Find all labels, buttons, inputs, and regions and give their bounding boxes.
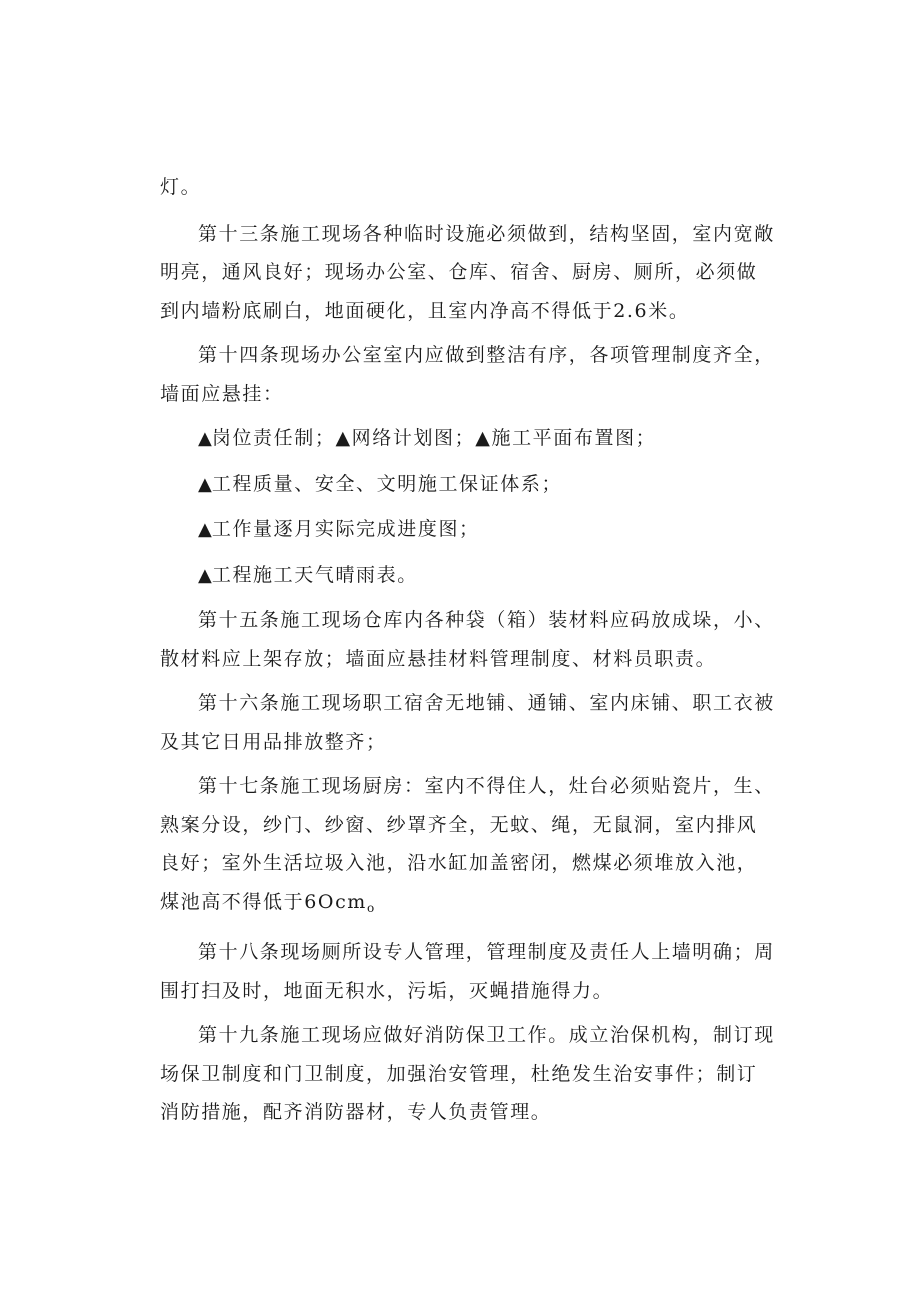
triangle-bullet-icon: ▲ [198,428,212,449]
article-18 [160,933,775,1010]
article-13 [160,215,775,331]
bullet-text: 岗位责任制；▲网络计划图；▲施工平面布置图； [211,427,657,449]
text-line: 消防措施，配齐消防器材，专人负责管理。 [160,1101,552,1123]
text-line [160,883,760,928]
article-16 [160,684,775,761]
text-line: 第十三条施工现场各种临时设施必须做到，结构坚固，室内宽敞 [198,222,775,245]
subscript-mark: o [366,900,376,915]
document-body [160,168,775,1138]
bullet-text: 工程质量、安全、文明施工保证体系； [211,472,563,495]
text-line: 明亮，通风良好；现场办公室、仓库、宿舍、厨房、厕所，必须做 [160,261,758,283]
text-line: 及其它日用品排放整齐； [160,730,387,753]
triangle-bullet-icon: ▲ [198,519,212,540]
text-line [160,465,760,505]
text-line: 第十八条现场厕所设专人管理，管理制度及责任人上墙明确；周 [198,941,775,963]
triangle-bullet-icon: ▲ [198,564,212,586]
bullet-item [160,510,760,550]
text-line: 第十六条施工现场职工宿舍无地铺、通铺、室内床铺、职工衣被 [198,692,775,714]
article-17 [160,767,775,927]
text-line: 围打扫及时，地面无积水，污垢，灭蝇措施得力。 [160,979,614,1002]
article-14 [160,336,775,413]
text-line: 第十七条施工现场厨房：室内不得住人，灶台必须贴瓷片，生、 [198,775,775,797]
text-line [160,510,760,550]
line-text: 煤池高不得低于6Ocm [160,890,367,913]
text-line: 到内墙粉底刷白，地面硬化，且室内净高不得低于2.6米。 [160,299,690,322]
article-19 [160,1016,775,1132]
text-line: 场保卫制度和门卫制度，加强治安管理，杜绝发生治安事件；制订 [160,1062,758,1085]
text-line: 第十四条现场办公室室内应做到整洁有序，各项管理制度齐全， [198,344,775,366]
article-15 [160,601,775,678]
text-line: 散材料应上架存放；墙面应悬挂材料管理制度、材料员职责。 [160,647,717,670]
text-line [160,419,760,459]
text-line [160,556,760,596]
text-line: 良好；室外生活垃圾入池，沿水缸加盖密闭，燃煤必须堆放入池， [160,852,758,874]
bullet-item [160,556,760,596]
text-line: 第十五条施工现场仓库内各种袋（箱）装材料应码放成垛，小、 [198,609,775,631]
text-line: 灯。 [160,176,202,198]
bullet-item [160,419,760,459]
paragraph-continuation [160,168,760,207]
bullet-item [160,465,760,505]
bullet-text: 工程施工天气晴雨表。 [211,563,418,586]
text-line: 墙面应悬挂： [160,382,284,405]
text-line: 熟案分设，纱门、纱窗、纱罩齐全，无蚊、绳，无鼠洞，室内排风 [160,813,758,836]
bullet-text: 工作量逐月实际完成进度图； [211,518,480,540]
triangle-bullet-icon: ▲ [198,473,212,495]
text-line: 第十九条施工现场应做好消防保卫工作。成立治保机构，制订现 [198,1024,775,1046]
